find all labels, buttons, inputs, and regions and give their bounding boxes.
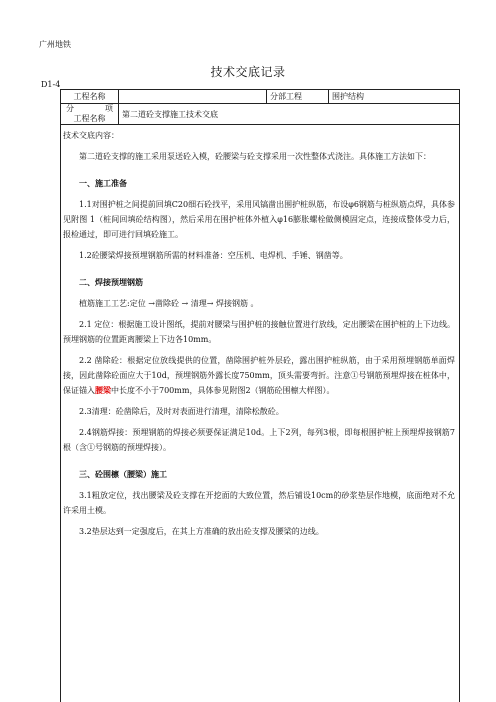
content-body: [60, 125, 460, 702]
paragraph-2-3: 2.3清理：砼凿除后，及时对表面进行清理，清除松散砼。: [79, 407, 284, 416]
paragraph-2-4: 2.4钢筋焊接：预埋钢筋的焊接必须要保证满足10d。上下2列，每列3根，即每根围护桩上预埋焊接钢筋7根（含①号钢筋的预埋焊接）。: [63, 428, 455, 452]
paragraph-2-0: 植筋施工工艺:定位 →凿除砼 → 清理→ 焊接钢筋 。: [79, 299, 259, 308]
highlight-waist-beam: 腰梁: [95, 385, 111, 395]
paragraph-2-2-part-b: 中长度不小于700mm，具体参见附图2（钢筋砼围檩大样图）。: [111, 386, 335, 395]
paragraph-2-2-part-a: 2.2 凿除砼：根据定位放线提供的位置，凿除围护桩外层砼，露出围护桩纵筋，由于采用预埋钢筋单面焊接，因此凿除砼面应大于10d，预埋钢筋外露长度750mm，顶头需要弯折。注意①号钢筋预埋焊接在桩体中，保证锚入: [63, 356, 455, 395]
sub-project-label: 分部工程: [267, 90, 329, 104]
content-label: 技术交底内容：: [63, 131, 119, 140]
project-name-label: 工程名称: [61, 90, 119, 104]
paragraph-1-1: 1.1对围护桩之间提前回填C20细石砼找平，采用风镐凿出围护桩纵筋，布设φ6钢筋与桩纵筋点焊，具体参见附图 1（桩间回填砼结构图），然后采用在围护桩体外植入φ16膨胀螺栓做侧模固定点，连接成整体受力后，报检通过，即可进行回填砼施工。: [63, 200, 455, 239]
paragraph-3-2: 3.2垫层达到一定强度后，在其上方准确的放出砼支撑及腰梁的边线。: [79, 527, 324, 536]
header-table: [60, 89, 460, 125]
project-name-value: [119, 90, 267, 104]
section-2-heading: 二、焊接预埋钢筋: [79, 278, 143, 287]
sub-item-row: [61, 104, 460, 125]
section-1-heading: 一、施工准备: [79, 179, 127, 188]
form-code: D1-4: [41, 80, 61, 89]
sub-item-label-line2: 工程名称: [73, 114, 106, 123]
intro-paragraph: 第二道砼支撑的施工采用泵送砼入模，砼腰梁与砼支撑采用一次性整体式浇注。具体施工方法如下：: [79, 152, 431, 161]
section-3-heading: 三、砼围檩（腰梁）施工: [79, 470, 167, 479]
project-row: [61, 90, 460, 104]
sub-project-value: 围护结构: [329, 90, 460, 104]
paragraph-2-1: 2.1 定位：根据施工设计图纸，提前对腰梁与围护桩的接触位置进行放线，定出腰梁在围护桩的上下边线。预埋钢筋的位置距离腰梁上下边各10mm。: [63, 320, 455, 344]
company-name: 广州地铁: [39, 40, 71, 49]
sub-item-label: [61, 104, 119, 125]
sub-item-label-line1: 分 项: [66, 104, 113, 113]
page-title: 技术交底记录: [210, 65, 286, 79]
paragraph-1-2: 1.2砼腰梁焊接预埋钢筋所需的材料准备：空压机、电焊机、手锤、钢凿等。: [79, 251, 348, 260]
paragraph-3-1: 3.1粗放定位，找出腰梁及砼支撑在开挖面的大致位置，然后铺设10cm的砂浆垫层作地模，底面绝对不允许采用土模。: [63, 491, 455, 515]
sub-item-value: 第二道砼支撑施工技术交底: [119, 104, 460, 125]
paragraph-2-2: [63, 353, 455, 398]
